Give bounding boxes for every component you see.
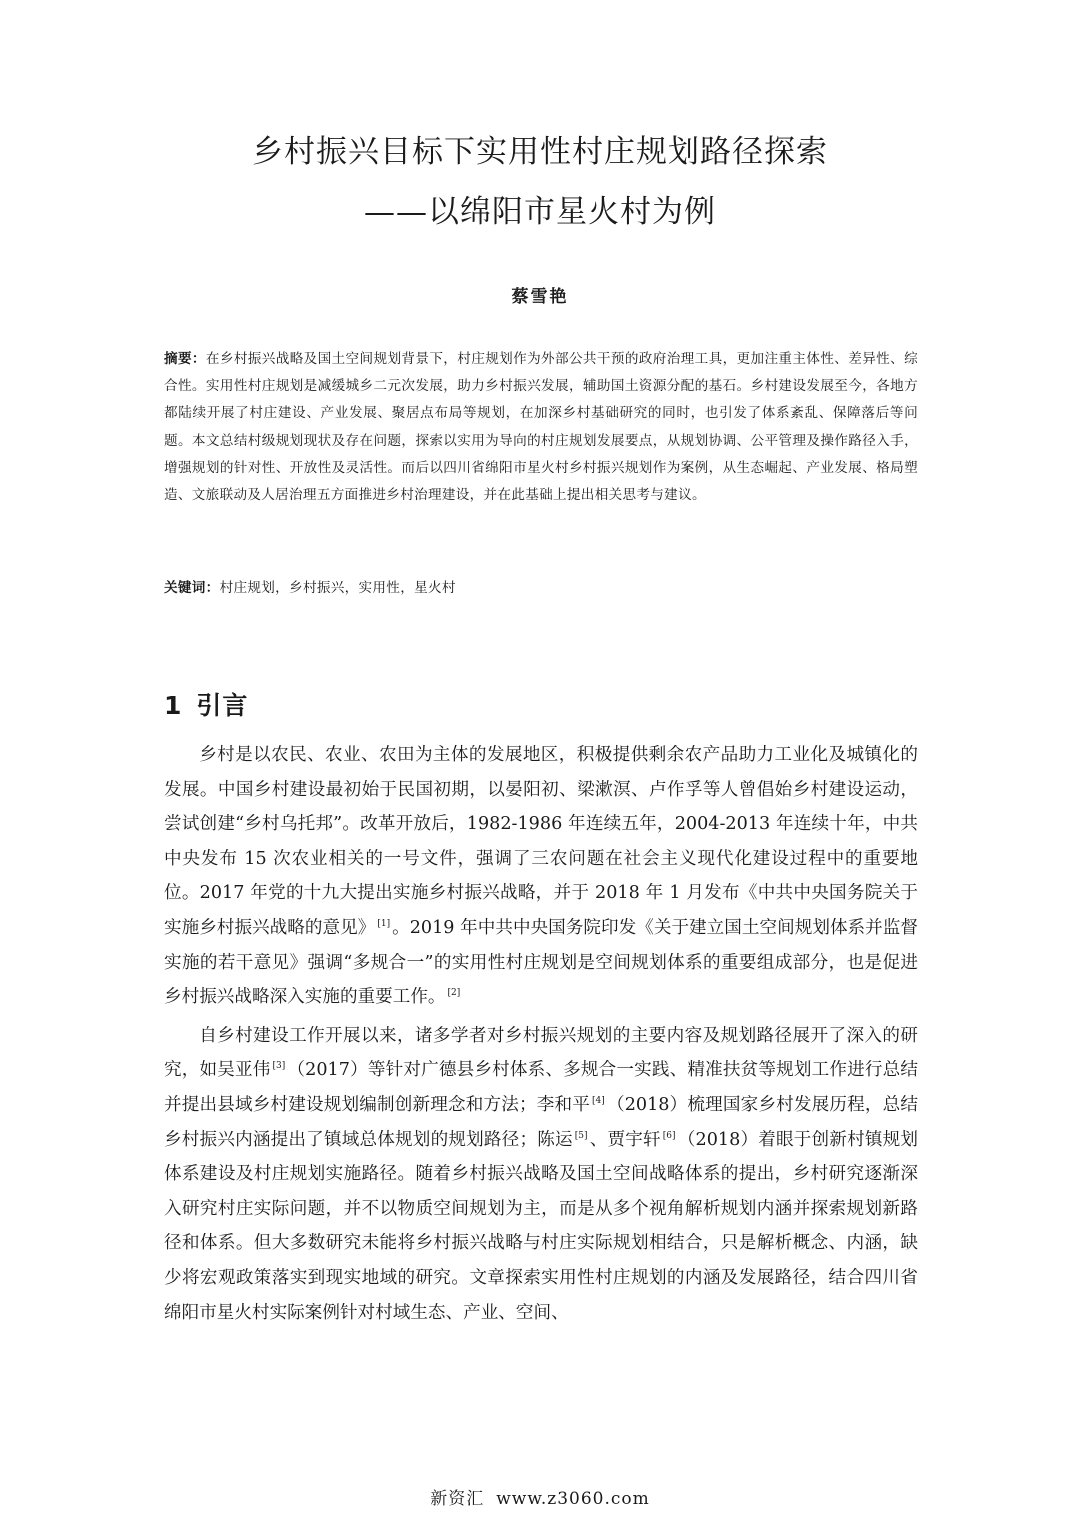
- paragraph-1: [164, 738, 918, 1015]
- paragraph-text: （2018）梳理国家乡村发展历程，总结乡村振兴内涵提出了镇域总体规划的规划路径；陈运: [164, 1094, 918, 1150]
- paper-title: 乡村振兴目标下实用性村庄规划路径探索: [252, 134, 828, 170]
- paragraph-text: （2017）等针对广德县乡村体系、多规合一实践、精准扶贫等规划工作进行总结并提出县域乡村建设规划编制创新理念和方法；李和平: [164, 1060, 918, 1115]
- abstract: [164, 346, 918, 509]
- citation-ref: [2]: [447, 988, 461, 999]
- citation-ref: [6]: [662, 1130, 676, 1141]
- author-name: 蔡雪艳: [511, 287, 569, 307]
- abstract-label: 摘要：: [164, 351, 206, 367]
- paragraph-text: 自乡村建设工作开展以来，诸多学者对乡村振兴规划的主要内容及规划路径展开了深入的研究，如吴亚伟: [164, 1025, 918, 1081]
- citation-ref: [4]: [592, 1096, 605, 1107]
- paragraph-text: 、贾宇轩: [589, 1129, 661, 1150]
- body-text: [164, 738, 918, 1334]
- paragraph-text: （2018）着眼于创新村镇规划体系建设及村庄规划实施路径。随着乡村振兴战略及国土空间战略体系的提出，乡村研究逐渐深入研究村庄实际问题，并不以物质空间规划为主，而是从多个视角解析规划内涵并探索规划新路径和体系。但大多数研究未能将乡村振兴战略与村庄实际规划相结合，只是解析概念、内涵，缺少将宏观政策落实到现实地域的研究。文章探索实用性村庄规划的内涵及发展路径，结合四川省绵阳市星火村实际案例针对村域生态、产业、空间、: [164, 1129, 918, 1323]
- section-heading: [164, 686, 248, 722]
- citation-ref: [3]: [272, 1061, 286, 1072]
- keywords-text: 村庄规划，乡村振兴，实用性，星火村: [219, 580, 456, 596]
- citation-ref: [1]: [377, 919, 391, 930]
- paragraph-text: 乡村是以农民、农业、农田为主体的发展地区，积极提供剩余农产品助力工业化及城镇化的发展。中国乡村建设最初始于民国初期，以晏阳初、梁漱溟、卢作孚等人曾倡始乡村建设运动，尝试创建“乡村乌托邦”。改革开放后，1982-1986 年连续五年，2004-2013 年连续十年，中共中央发布 15 次农业相关的一号文件，强调了三农问题在社会主义现代化建设过程中的重要地位。2017 年党的十九大提出实施乡村振兴战略，并于 2018 年 1 月发布《中共中央国务院关于实施乡村振兴战略的意见》: [164, 745, 918, 938]
- paragraph-text: 。2019 年中共中央国务院印发《关于建立国土空间规划体系并监督实施的若干意见》强调“多规合一”的实用性村庄规划是空间规划体系的重要组成部分，也是促进乡村振兴战略深入实施的重要工作。: [164, 917, 918, 1008]
- paragraph-2: [164, 1019, 918, 1330]
- section-title: 引言: [196, 691, 249, 720]
- citation-ref: [5]: [574, 1130, 588, 1141]
- paper-subtitle: ——以绵阳市星火村为例: [364, 194, 716, 230]
- title-block: [0, 128, 1080, 236]
- keywords-label: 关键词：: [164, 580, 220, 596]
- footer-brand: 新资汇: [430, 1489, 485, 1509]
- abstract-text: 在乡村振兴战略及国土空间规划背景下，村庄规划作为外部公共干预的政府治理工具，更加注重主体性、差异性、综合性。实用性村庄规划是减缓城乡二元次发展，助力乡村振兴发展，辅助国土资源分配的基石。乡村建设发展至今，各地方都陆续开展了村庄建设、产业发展、聚居点布局等规划，在加深乡村基础研究的同时，也引发了体系紊乱、保障落后等问题。本文总结村级规划现状及存在问题，探索以实用为导向的村庄规划发展要点，从规划协调、公平管理及操作路径入手，增强规划的针对性、开放性及灵活性。而后以四川省绵阳市星火村乡村振兴规划作为案例，从生态崛起、产业发展、格局塑造、文旅联动及人居治理五方面推进乡村治理建设，并在此基础上提出相关思考与建议。: [164, 351, 919, 504]
- section-number: 1: [164, 691, 183, 720]
- keywords: [164, 575, 918, 601]
- footer-url[interactable]: www.z3060.com: [496, 1489, 650, 1509]
- footer-watermark: [0, 1484, 1080, 1509]
